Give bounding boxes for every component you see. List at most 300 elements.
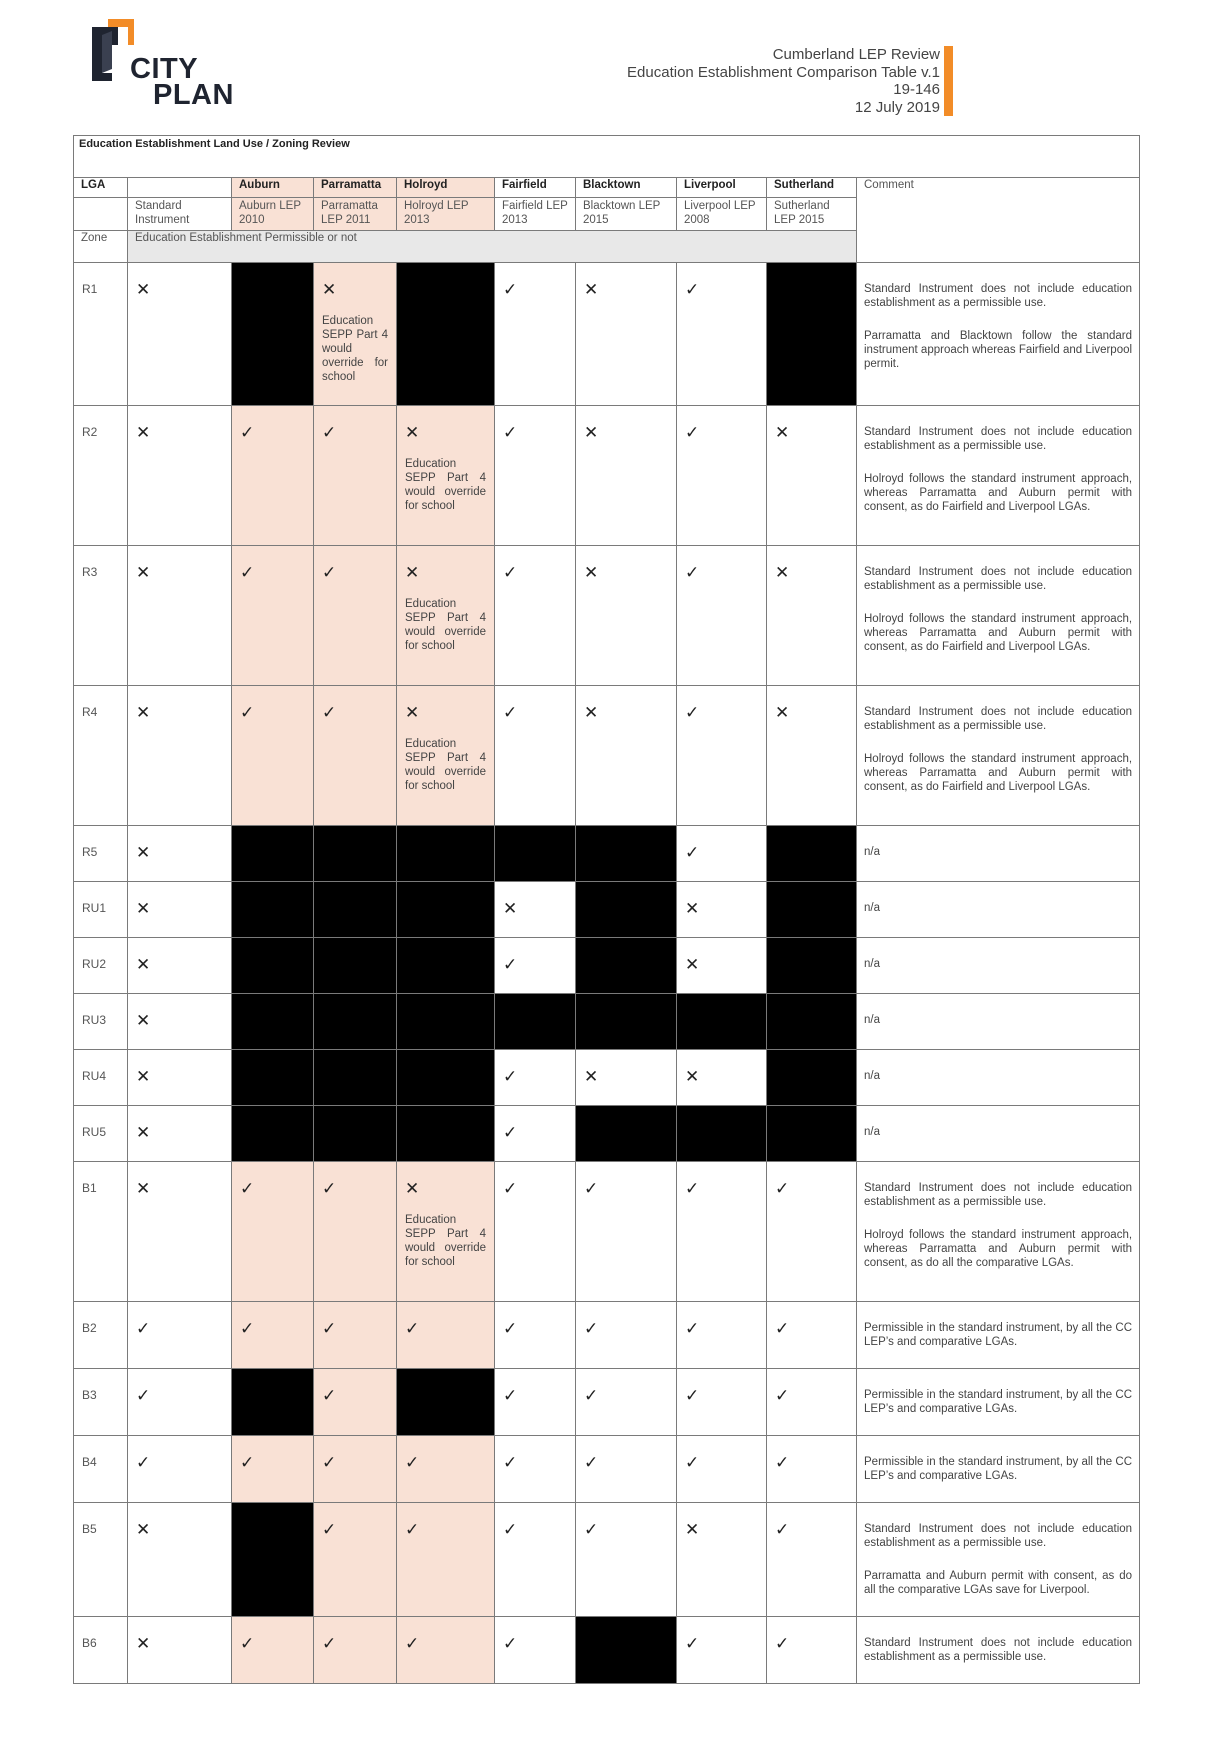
zone-permissibility-label: Education Establishment Permissible or not [128,231,857,263]
cell-holroyd-not-applicable [397,1106,495,1162]
logo-text-city: CITY [130,53,199,85]
cell-sutherland-not-applicable [767,938,857,994]
cell-auburn-not-applicable [232,826,314,882]
zone-code: RU1 [74,882,128,938]
check-icon: ✓ [685,1634,700,1653]
cell-fairfield [495,882,576,938]
comment-text: n/a [864,902,880,914]
comment-text: Standard Instrument does not include education establishment as a permissible use. [864,426,1133,452]
zone-code: B4 [74,1436,128,1503]
check-icon: ✓ [775,1634,790,1653]
table-row [74,1436,1140,1503]
cross-icon: ✕ [322,280,337,299]
comment-text: Standard Instrument does not include education establishment as a permissible use. [864,1523,1133,1549]
check-icon: ✓ [685,1179,700,1198]
cell-fairfield [495,1106,576,1162]
table-row [74,882,1140,938]
cell-standard [128,686,232,826]
cross-icon: ✕ [584,703,599,722]
check-icon: ✓ [405,1520,420,1539]
cell-blacktown [576,1503,677,1617]
check-icon: ✓ [503,423,518,442]
table-row [74,1106,1140,1162]
comment-text: n/a [864,1126,880,1138]
comment-text: Permissible in the standard instrument, by all the CC LEP’s and comparative LGAs. [864,1389,1133,1415]
cross-icon: ✕ [775,423,790,442]
check-icon: ✓ [503,280,518,299]
check-icon: ✓ [503,563,518,582]
cityplan-logo [92,19,252,109]
check-icon: ✓ [240,1319,255,1338]
check-icon: ✓ [240,423,255,442]
cell-holroyd [397,1617,495,1684]
instrument-blank [74,198,128,231]
cell-sutherland [767,686,857,826]
table-row [74,1617,1140,1684]
cell-auburn-not-applicable [232,1369,314,1436]
override-note: Education SEPP Part 4 would override for school [405,1214,486,1268]
cell-blacktown [576,546,677,686]
cell-auburn-not-applicable [232,1106,314,1162]
cell-sutherland-not-applicable [767,826,857,882]
cell-auburn [232,406,314,546]
cell-fairfield [495,546,576,686]
cell-liverpool [677,882,767,938]
zone-code: R1 [74,263,128,406]
cell-auburn [232,1617,314,1684]
cell-liverpool-not-applicable [677,994,767,1050]
check-icon: ✓ [685,1319,700,1338]
cell-blacktown [576,1369,677,1436]
zoning-review-table [73,135,1140,1684]
cell-liverpool [677,1302,767,1369]
override-note: Education SEPP Part 4 would override for school [405,458,486,512]
comment-text: Parramatta and Blacktown follow the standard instrument approach whereas Fairfield and Liverpool permit. [864,330,1133,370]
comment-text: Holroyd follows the standard instrument approach, whereas Parramatta and Auburn permit with consent, as do Fairfield and Liverpool LGAs. [864,613,1133,653]
check-icon: ✓ [775,1520,790,1539]
cross-icon: ✕ [136,1011,151,1030]
cross-icon: ✕ [775,563,790,582]
cell-parramatta [314,546,397,686]
cell-fairfield [495,263,576,406]
cell-holroyd [397,406,495,546]
check-icon: ✓ [503,1453,518,1472]
cell-auburn-not-applicable [232,1503,314,1617]
header-fairfield: Fairfield [495,178,576,198]
check-icon: ✓ [405,1319,420,1338]
cross-icon: ✕ [775,703,790,722]
cell-auburn [232,686,314,826]
logo-text-plan: PLAN [153,79,234,111]
header-liverpool: Liverpool [677,178,767,198]
cross-icon: ✕ [685,955,700,974]
check-icon: ✓ [136,1319,151,1338]
cell-parramatta [314,263,397,406]
cell-holroyd-not-applicable [397,1369,495,1436]
cell-holroyd-not-applicable [397,994,495,1050]
cell-parramatta-not-applicable [314,1050,397,1106]
cell-standard [128,882,232,938]
check-icon: ✓ [240,1179,255,1198]
comment-cell [857,686,1140,826]
cell-liverpool [677,1617,767,1684]
check-icon: ✓ [503,1386,518,1405]
zone-code: B1 [74,1162,128,1302]
cell-blacktown [576,1302,677,1369]
check-icon: ✓ [322,703,337,722]
cell-parramatta [314,406,397,546]
zone-code: R4 [74,686,128,826]
zone-code: RU4 [74,1050,128,1106]
cell-liverpool [677,546,767,686]
comment-text: Holroyd follows the standard instrument approach, whereas Parramatta and Auburn permit with consent, as do Fairfield and Liverpool LGAs. [864,473,1133,513]
cell-liverpool [677,1369,767,1436]
cell-standard [128,1106,232,1162]
cell-auburn-not-applicable [232,882,314,938]
cross-icon: ✕ [136,423,151,442]
cell-liverpool [677,1162,767,1302]
cross-icon: ✕ [136,955,151,974]
override-note: Education SEPP Part 4 would override for school [405,598,486,652]
cell-blacktown [576,1162,677,1302]
comment-text: Parramatta and Auburn permit with consent, as do all the comparative LGAs save for Liverpool. [864,1570,1133,1596]
table-row [74,994,1140,1050]
cross-icon: ✕ [405,703,420,722]
cell-parramatta-not-applicable [314,994,397,1050]
cell-parramatta [314,686,397,826]
check-icon: ✓ [322,1520,337,1539]
cross-icon: ✕ [584,1067,599,1086]
cell-liverpool [677,406,767,546]
cross-icon: ✕ [685,1520,700,1539]
cell-sutherland [767,1369,857,1436]
cell-parramatta [314,1503,397,1617]
header-blank [128,178,232,198]
cell-standard [128,1162,232,1302]
cell-blacktown [576,406,677,546]
cross-icon: ✕ [136,703,151,722]
check-icon: ✓ [685,280,700,299]
cell-standard [128,938,232,994]
cross-icon: ✕ [136,1634,151,1653]
check-icon: ✓ [240,1453,255,1472]
comment-text: Holroyd follows the standard instrument approach, whereas Parramatta and Auburn permit with consent, as do Fairfield and Liverpool LGAs. [864,753,1133,793]
header-project: Cumberland LEP Review [772,46,940,63]
table-row [74,938,1140,994]
cross-icon: ✕ [685,899,700,918]
comment-text: Standard Instrument does not include education establishment as a permissible use. [864,566,1133,592]
cell-holroyd [397,1162,495,1302]
cross-icon: ✕ [584,423,599,442]
cell-sutherland [767,1436,857,1503]
cell-liverpool [677,826,767,882]
comment-cell [857,826,1140,882]
check-icon: ✓ [405,1453,420,1472]
check-icon: ✓ [503,1179,518,1198]
comment-text: Permissible in the standard instrument, by all the CC LEP’s and comparative LGAs. [864,1456,1133,1482]
check-icon: ✓ [322,1634,337,1653]
cell-liverpool [677,1436,767,1503]
check-icon: ✓ [775,1453,790,1472]
cross-icon: ✕ [503,899,518,918]
document-header [627,46,940,116]
cell-parramatta [314,1369,397,1436]
instrument-fairfield: Fairfield LEP 2013 [495,198,576,231]
cell-auburn [232,546,314,686]
header-parramatta: Parramatta [314,178,397,198]
comment-cell [857,1617,1140,1684]
check-icon: ✓ [240,1634,255,1653]
cell-blacktown-not-applicable [576,1106,677,1162]
instrument-holroyd: Holroyd LEP 2013 [397,198,495,231]
header-lga: LGA [74,178,128,198]
comment-cell [857,882,1140,938]
comment-cell [857,994,1140,1050]
comment-cell [857,263,1140,406]
cell-standard [128,1369,232,1436]
cell-liverpool [677,938,767,994]
table-row [74,1050,1140,1106]
cell-holroyd-not-applicable [397,263,495,406]
check-icon: ✓ [584,1319,599,1338]
cell-holroyd [397,1436,495,1503]
comment-cell [857,1050,1140,1106]
comment-cell [857,1369,1140,1436]
zone-code: B3 [74,1369,128,1436]
check-icon: ✓ [503,703,518,722]
header-comment: Comment [857,178,1140,263]
cell-fairfield [495,938,576,994]
cell-standard [128,826,232,882]
check-icon: ✓ [503,955,518,974]
check-icon: ✓ [775,1179,790,1198]
instrument-liverpool: Liverpool LEP 2008 [677,198,767,231]
cell-auburn-not-applicable [232,1050,314,1106]
cell-auburn-not-applicable [232,938,314,994]
cell-sutherland [767,406,857,546]
cell-standard [128,1302,232,1369]
zone-code: RU2 [74,938,128,994]
check-icon: ✓ [685,423,700,442]
cross-icon: ✕ [136,1179,151,1198]
check-icon: ✓ [584,1179,599,1198]
cross-icon: ✕ [584,280,599,299]
cell-auburn [232,1302,314,1369]
cell-parramatta-not-applicable [314,1106,397,1162]
check-icon: ✓ [322,1179,337,1198]
cell-sutherland [767,1617,857,1684]
table-row [74,1162,1140,1302]
cross-icon: ✕ [136,1067,151,1086]
check-icon: ✓ [503,1319,518,1338]
cell-fairfield [495,1369,576,1436]
cell-fairfield [495,1617,576,1684]
check-icon: ✓ [775,1386,790,1405]
cross-icon: ✕ [405,423,420,442]
check-icon: ✓ [685,843,700,862]
header-blacktown: Blacktown [576,178,677,198]
cell-standard [128,263,232,406]
cell-parramatta-not-applicable [314,882,397,938]
cell-sutherland [767,546,857,686]
cell-blacktown-not-applicable [576,1617,677,1684]
cell-standard [128,1050,232,1106]
table-title-row [74,136,1140,178]
cell-liverpool [677,1050,767,1106]
cross-icon: ✕ [405,1179,420,1198]
cell-standard [128,994,232,1050]
cell-holroyd [397,1503,495,1617]
check-icon: ✓ [503,1067,518,1086]
zone-code: B6 [74,1617,128,1684]
check-icon: ✓ [322,563,337,582]
header-date: 12 July 2019 [854,98,940,116]
comment-cell [857,1503,1140,1617]
check-icon: ✓ [503,1634,518,1653]
instrument-sutherland: Sutherland LEP 2015 [767,198,857,231]
check-icon: ✓ [685,1386,700,1405]
cell-sutherland [767,1302,857,1369]
comment-cell [857,1302,1140,1369]
cell-liverpool [677,263,767,406]
cell-sutherland-not-applicable [767,882,857,938]
cell-sutherland-not-applicable [767,994,857,1050]
table-row [74,546,1140,686]
cell-fairfield-not-applicable [495,826,576,882]
zone-code: R5 [74,826,128,882]
comment-text: n/a [864,958,880,970]
check-icon: ✓ [503,1520,518,1539]
comment-text: n/a [864,1070,880,1082]
cell-blacktown-not-applicable [576,938,677,994]
comment-text: Standard Instrument does not include education establishment as a permissible use. [864,1637,1133,1663]
zone-code: B2 [74,1302,128,1369]
check-icon: ✓ [322,423,337,442]
header-sutherland: Sutherland [767,178,857,198]
header-accent-bar [944,46,953,116]
check-icon: ✓ [584,1520,599,1539]
cell-blacktown [576,1436,677,1503]
override-note: Education SEPP Part 4 would override for school [322,315,388,383]
cell-fairfield-not-applicable [495,994,576,1050]
cell-liverpool-not-applicable [677,1106,767,1162]
cell-parramatta [314,1617,397,1684]
cell-fairfield [495,1302,576,1369]
comment-text: Holroyd follows the standard instrument approach, whereas Parramatta and Auburn permit with consent, as do all the comparative LGAs. [864,1229,1133,1269]
comment-text: n/a [864,1014,880,1026]
zone-code: B5 [74,1503,128,1617]
cell-blacktown [576,686,677,826]
cell-sutherland-not-applicable [767,1106,857,1162]
zone-code: R3 [74,546,128,686]
cell-blacktown [576,263,677,406]
cross-icon: ✕ [136,1123,151,1142]
cell-fairfield [495,406,576,546]
check-icon: ✓ [685,703,700,722]
cell-blacktown-not-applicable [576,994,677,1050]
comment-cell [857,406,1140,546]
instrument-parramatta: Parramatta LEP 2011 [314,198,397,231]
header-document-title: Education Establishment Comparison Table v.1 [627,63,940,81]
cell-auburn-not-applicable [232,263,314,406]
check-icon: ✓ [136,1453,151,1472]
zone-label: Zone [74,231,128,263]
cell-holroyd [397,1302,495,1369]
cell-auburn [232,1162,314,1302]
cell-standard [128,1617,232,1684]
cell-parramatta [314,1436,397,1503]
cell-auburn-not-applicable [232,994,314,1050]
cell-blacktown [576,1050,677,1106]
table-row [74,1369,1140,1436]
cell-holroyd-not-applicable [397,1050,495,1106]
table-row [74,1302,1140,1369]
comment-text: Permissible in the standard instrument, by all the CC LEP’s and comparative LGAs. [864,1322,1133,1348]
header-auburn: Auburn [232,178,314,198]
instrument-auburn: Auburn LEP 2010 [232,198,314,231]
cell-fairfield [495,1050,576,1106]
cell-sutherland-not-applicable [767,1050,857,1106]
cell-holroyd [397,546,495,686]
check-icon: ✓ [240,563,255,582]
comment-cell [857,546,1140,686]
comment-text: Standard Instrument does not include education establishment as a permissible use. [864,706,1133,732]
cell-standard [128,1503,232,1617]
cell-fairfield [495,686,576,826]
zone-code: R2 [74,406,128,546]
cell-parramatta [314,1162,397,1302]
header-job-number: 19-146 [893,81,940,98]
cell-sutherland [767,1503,857,1617]
check-icon: ✓ [685,1453,700,1472]
check-icon: ✓ [322,1453,337,1472]
lga-header-row [74,178,1140,198]
table-row [74,406,1140,546]
instrument-standard: Standard Instrument [128,198,232,231]
comment-cell [857,1106,1140,1162]
check-icon: ✓ [322,1386,337,1405]
cross-icon: ✕ [584,563,599,582]
cell-blacktown-not-applicable [576,826,677,882]
override-note: Education SEPP Part 4 would override for school [405,738,486,792]
cell-parramatta-not-applicable [314,938,397,994]
zone-code: RU5 [74,1106,128,1162]
cell-liverpool [677,686,767,826]
zone-code: RU3 [74,994,128,1050]
cell-fairfield [495,1436,576,1503]
comment-cell [857,1162,1140,1302]
cell-holroyd-not-applicable [397,882,495,938]
cell-auburn [232,1436,314,1503]
cell-liverpool [677,1503,767,1617]
check-icon: ✓ [136,1386,151,1405]
cell-sutherland-not-applicable [767,263,857,406]
cross-icon: ✕ [136,1520,151,1539]
cell-holroyd-not-applicable [397,826,495,882]
cross-icon: ✕ [405,563,420,582]
comment-text: Standard Instrument does not include education establishment as a permissible use. [864,1182,1133,1208]
comment-cell [857,938,1140,994]
cross-icon: ✕ [136,563,151,582]
cross-icon: ✕ [136,280,151,299]
cell-standard [128,546,232,686]
cell-fairfield [495,1162,576,1302]
cell-standard [128,1436,232,1503]
check-icon: ✓ [240,703,255,722]
check-icon: ✓ [322,1319,337,1338]
header-holroyd: Holroyd [397,178,495,198]
cell-parramatta-not-applicable [314,826,397,882]
